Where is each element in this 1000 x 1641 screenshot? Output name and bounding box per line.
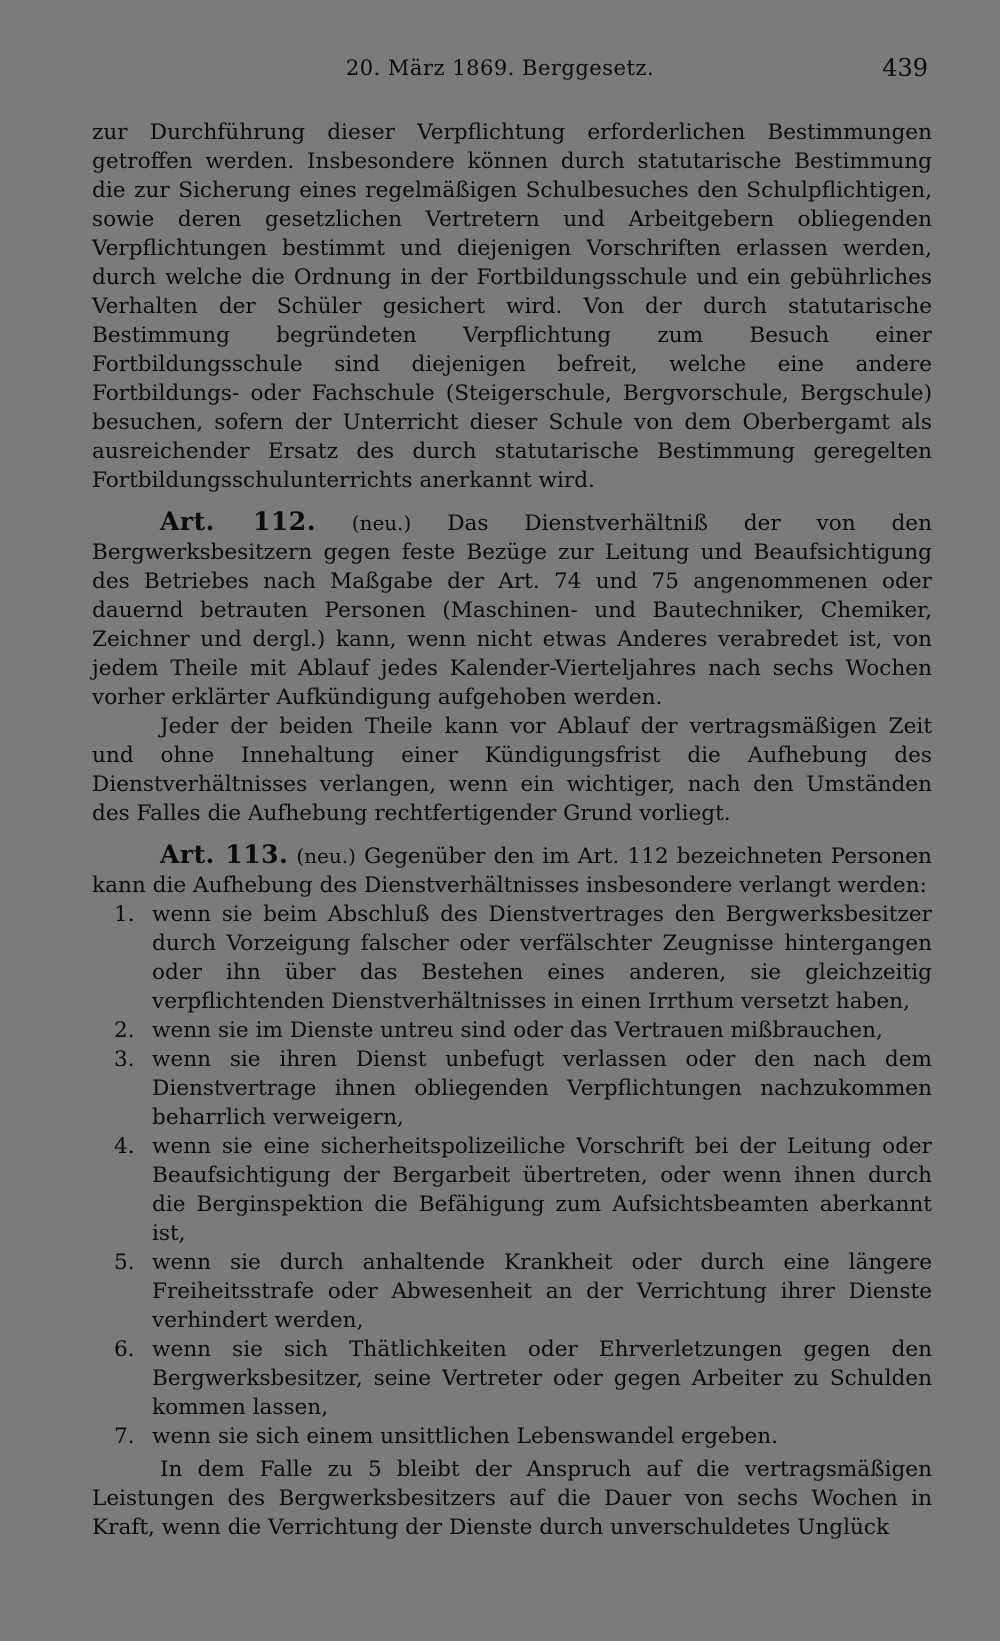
list-text: wenn sie durch anhaltende Krankheit oder durch eine längere Freiheitsstrafe oder Abwesenheit an der Verrichtung ihrer Dienste verhindert werden, [152,1250,932,1333]
list-text: wenn sie sich Thätlichkeiten oder Ehrverletzungen gegen den Bergwerksbesitzer, seine Vertreter oder gegen Arbeiter zu Schulden kommen lassen, [152,1337,932,1420]
list-item [92,1016,932,1045]
list-number: 5. [114,1250,135,1275]
list-item [92,1335,932,1422]
list-number: 6. [114,1337,135,1362]
page-number: 439 [882,54,928,82]
list-item [92,1045,932,1132]
list-item [92,1132,932,1248]
grounds-list [92,900,932,1451]
article-112-neu: (neu.) [351,511,412,535]
list-item [92,1422,932,1451]
paragraph-continuation: zur Durchführung dieser Verpflichtung erforderlichen Bestimmungen getroffen werden. Insbesondere können durch statutarische Bestimmung die zur Sicherung eines regelmäßigen Schulbesuches den Schulpflichtigen, sowie deren gesetzlichen Vertretern und Arbeitgebern obliegenden Verpflichtungen bestimmt und diejenigen Vorschriften erlassen werden, durch welche die Ordnung in der Fortbildungsschule und ein gebührliches Verhalten der Schüler gesichert wird. Von der durch statutarische Bestimmung begründeten Verpflichtung zum Besuch einer Fortbildungsschule sind diejenigen befreit, welche eine andere Fortbildungs- oder Fachschule (Steigerschule, Bergvorschule, Bergschule) besuchen, sofern der Unterricht dieser Schule von dem Oberbergamt als ausreichender Ersatz des durch statutarische Bestimmung geregelten Fortbildungsschulunterrichts anerkannt wird. [92,120,932,493]
body-text [92,118,932,1542]
list-number: 3. [114,1047,135,1072]
article-112-label: Art. 112. [160,507,316,536]
running-title: 20. März 1869. Berggesetz. [345,56,655,80]
list-text: wenn sie eine sicherheitspolizeiliche Vorschrift bei der Leitung oder Beaufsichtigung der Bergarbeit übertreten, oder wenn ihnen durch die Berginspektion die Befähigung zum Aufsichtsbeamten aberkannt ist, [152,1134,932,1246]
paragraph-termination: Jeder der beiden Theile kann vor Ablauf der vertragsmäßigen Zeit und ohne Innehaltung einer Kündigungsfrist die Aufhebung des Dienstverhältnisses verlangen, wenn ein wichtiger, nach den Umständen des Falles die Aufhebung rechtfertigender Grund vorliegt. [92,714,932,826]
list-number: 4. [114,1134,135,1159]
running-head [0,56,1000,90]
article-113-neu: (neu.) [296,844,356,868]
list-text: wenn sie sich einem unsittlichen Lebenswandel ergeben. [152,1424,779,1449]
article-112-text: Das Dienstverhältniß der von den Bergwerksbesitzern gegen feste Bezüge zur Leitung und Beaufsichtigung des Betriebes nach Maßgabe der Art. 74 und 75 angenommenen oder dauernd betrauten Personen (Maschinen- und Bautechniker, Chemiker, Zeichner und dergl.) kann, wenn nicht etwas Anderes verabredet ist, von jedem Theile mit Ablauf jedes Kalender-Vierteljahres nach sechs Wochen vorher erklärter Aufkündigung aufgehoben werden. [92,511,932,710]
list-text: wenn sie ihren Dienst unbefugt verlassen oder den nach dem Dienstvertrage ihnen obliegenden Verpflichtungen nachzukommen beharrlich verweigern, [152,1047,932,1130]
article-113 [92,840,932,900]
list-text: wenn sie beim Abschluß des Dienstvertrages den Bergwerksbesitzer durch Vorzeigung falscher oder verfälschter Zeugnisse hintergangen oder ihn über das Bestehen eines anderen, sie gleichzeitig verpflichtenden Dienstverhältnisses in einen Irrthum versetzt haben, [152,902,932,1014]
list-text: wenn sie im Dienste untreu sind oder das Vertrauen mißbrauchen, [152,1018,883,1043]
list-number: 2. [114,1018,135,1043]
list-number: 1. [114,902,135,927]
list-number: 7. [114,1424,135,1449]
article-113-label: Art. 113. [160,840,289,869]
paragraph-final: In dem Falle zu 5 bleibt der Anspruch auf die vertragsmäßigen Leistungen des Bergwerksbesitzers auf die Dauer von sechs Wochen in Kraft, wenn die Verrichtung der Dienste durch unverschuldetes Unglück [92,1457,932,1540]
list-item [92,1248,932,1335]
list-item [92,900,932,1016]
article-112 [92,507,932,712]
article-113-text: Gegenüber den im Art. 112 bezeichneten Personen kann die Aufhebung des Dienstverhältnisses insbesondere verlangt werden: [92,844,932,898]
